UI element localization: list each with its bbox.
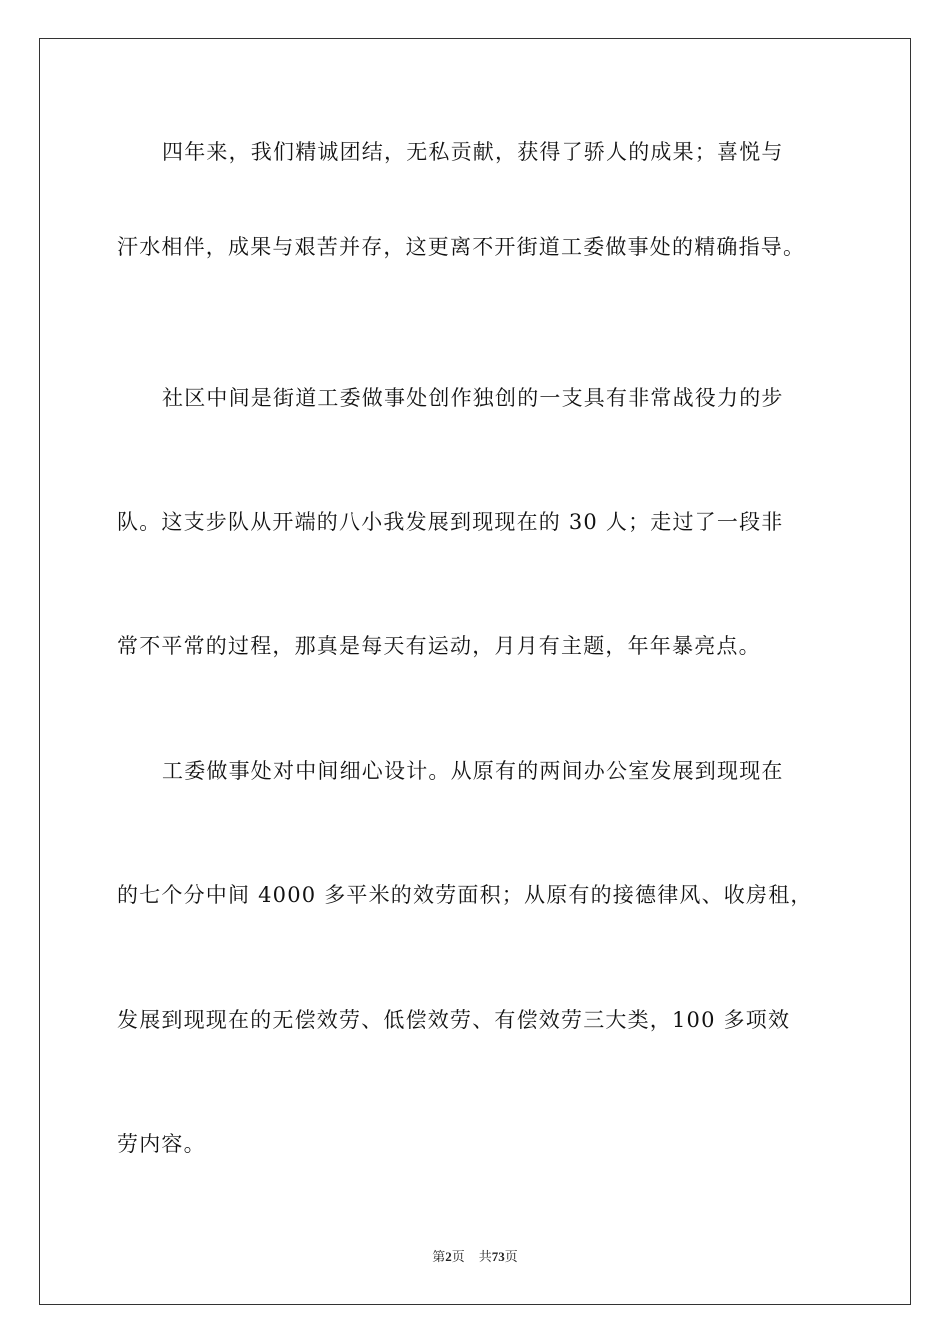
page-total-number: 73 <box>491 1249 505 1264</box>
paragraph-3-line-3: 发展到现现在的无偿效劳、低偿效劳、有偿效劳三大类，100 多项效 <box>117 1008 791 1032</box>
page-frame <box>39 38 911 1305</box>
paragraph-3-line-2: 的七个分中间 4000 多平米的效劳面积；从原有的接德律风、收房租， <box>117 883 813 907</box>
page-current-number: 2 <box>445 1249 452 1264</box>
paragraph-2-line-1: 社区中间是街道工委做事处创作独创的一支具有非常战役力的步 <box>162 386 784 410</box>
paragraph-2-line-2: 队。这支步队从开端的八小我发展到现现在的 30 人；走过了一段非 <box>117 510 784 534</box>
page-prefix: 第 <box>432 1249 446 1264</box>
paragraph-2-line-3: 常不平常的过程，那真是每天有运动，月月有主题，年年暴亮点。 <box>117 634 761 658</box>
page-footer <box>0 1248 950 1266</box>
paragraph-1-line-1: 四年来，我们精诚团结，无私贡献，获得了骄人的成果；喜悦与 <box>162 140 784 164</box>
paragraph-3-line-1: 工委做事处对中间细心设计。从原有的两间办公室发展到现现在 <box>162 759 784 783</box>
paragraph-1-line-2: 汗水相伴，成果与艰苦并存，这更离不开街道工委做事处的精确指导。 <box>117 235 806 259</box>
total-suffix: 页 <box>504 1249 518 1264</box>
page-suffix: 页 <box>451 1249 465 1264</box>
paragraph-3-line-4: 劳内容。 <box>117 1132 206 1156</box>
total-prefix: 共 <box>478 1249 492 1264</box>
